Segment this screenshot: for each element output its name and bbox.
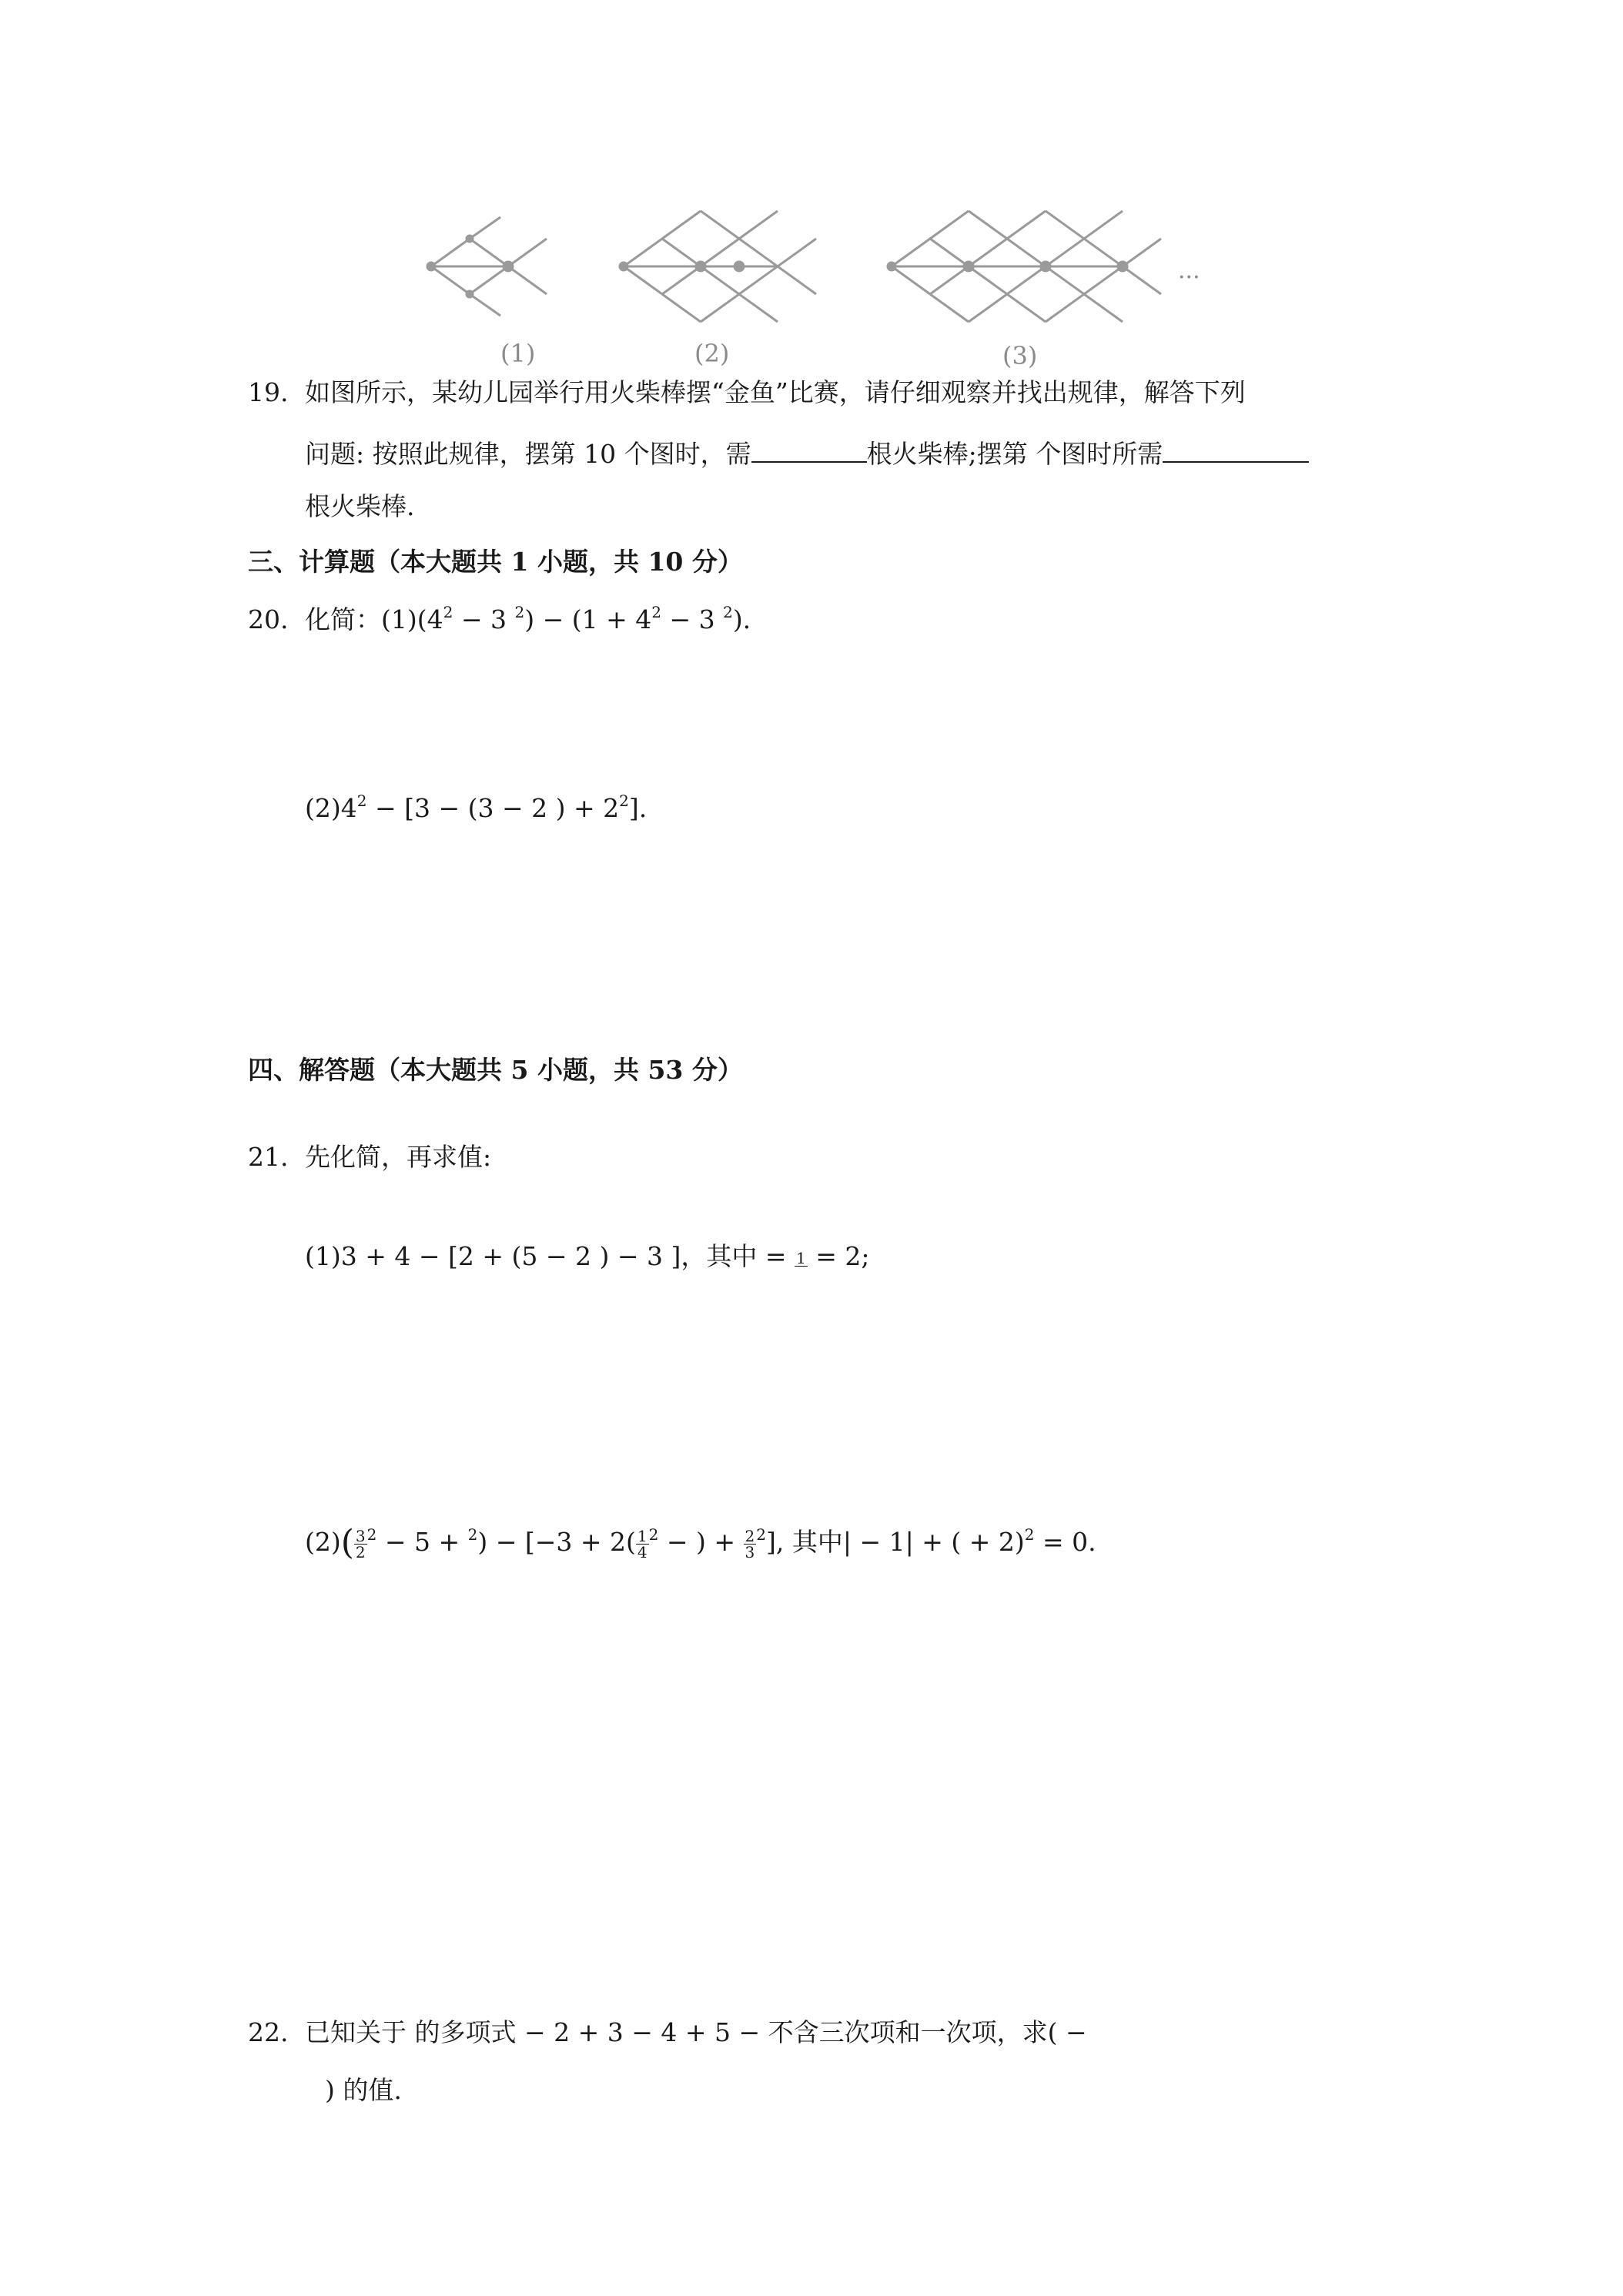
q20-p1-sup-d: 2 — [723, 603, 733, 621]
q19-line-1: 如图所示，某幼儿园举行用火柴棒摆“金鱼”比赛，请仔细观察并找出规律，解答下列 — [305, 377, 1246, 407]
q20-p1-a: 化简：(1)(4 — [305, 604, 443, 634]
q20-part-1 — [305, 604, 751, 638]
caption-1: (1) — [500, 339, 536, 368]
q19-line-3: 根火柴棒. — [305, 491, 415, 521]
matchstick-fish-3 — [888, 211, 1161, 322]
q21-p2-a: (2) — [305, 1527, 341, 1557]
q21-p2-sup-c: 2 — [648, 1525, 659, 1544]
q20-p1-b: − 3 — [453, 604, 515, 634]
section-4-title — [248, 1055, 743, 1086]
section-4-count: 5 — [510, 1055, 529, 1085]
q19-blank-1[interactable] — [751, 435, 867, 463]
q21-intro: 先化简，再求值: — [305, 1142, 492, 1172]
q20-part-2 — [305, 793, 647, 827]
section-4-score: 53 — [648, 1055, 684, 1085]
section-4-title-mid: 小题，共 — [528, 1055, 648, 1085]
q19-line-2a: 问题: 按照此规律，摆第 10 个图时，需 — [305, 439, 751, 469]
matchstick-fish-1 — [427, 217, 547, 316]
q21-p2-sup-b: 2 — [467, 1525, 478, 1544]
q20-p1-e: ). — [732, 604, 751, 634]
q20-p1-sup-a: 2 — [443, 603, 453, 621]
q21-p2-d: − ) + — [658, 1527, 744, 1557]
q21-p2-paren-open: ( — [340, 1523, 354, 1562]
q21-part-2 — [305, 1525, 1096, 1561]
caption-2: (2) — [694, 339, 730, 368]
q20-p1-c: ) − (1 + 4 — [524, 604, 652, 634]
matchstick-fish-2 — [620, 211, 816, 322]
q21-p2-b: − 5 + — [376, 1527, 468, 1557]
q22-line-1: 已知关于 的多项式 − 2 + 3 − 4 + 5 − 不含三次项和一次项，求( − — [305, 2017, 1087, 2047]
q21-p2-frac3-den: 3 — [745, 1542, 755, 1561]
matchstick-figure — [416, 208, 1224, 346]
q20-p2-c: ]. — [628, 793, 648, 823]
q21-p2-sup-e: 2 — [1024, 1525, 1035, 1544]
q20-number: 20. — [248, 604, 289, 634]
q20-p2-b: − [3 − (3 − 2 ) + 2 — [366, 793, 620, 823]
section-4-title-pre: 四、解答题（本大题共 — [248, 1055, 511, 1085]
q21-p1-frac-num: 1 — [795, 1248, 806, 1267]
q20-p1-sup-c: 2 — [651, 603, 661, 621]
q19-line-2 — [305, 435, 1309, 470]
caption-3: (3) — [1002, 341, 1038, 370]
q20-p2-sup-a: 2 — [356, 792, 367, 810]
q19-line-2b: 根火柴棒;摆第 个图时所需 — [866, 439, 1163, 469]
q20-p2-sup-b: 2 — [619, 792, 629, 810]
section-3-score: 10 — [648, 547, 684, 577]
figure-ellipsis: ··· — [1178, 264, 1200, 291]
q21-p2-c: ) − [−3 + 2( — [477, 1527, 636, 1557]
q21-p2-sup-d: 2 — [756, 1525, 766, 1544]
q20-p1-d: − 3 — [661, 604, 724, 634]
q20-p1-sup-b: 2 — [514, 603, 525, 621]
q21-p2-frac2-num: 1 — [637, 1526, 648, 1545]
q21-part-1 — [305, 1241, 869, 1272]
q21-p2-fraction-1 — [354, 1528, 367, 1560]
q21-number: 21. — [248, 1142, 289, 1172]
q21-p2-e: ], 其中| − 1| + ( + 2) — [766, 1527, 1025, 1557]
q19-blank-2[interactable] — [1163, 435, 1309, 463]
q21-p1-a: (1)3 + 4 − [2 + (5 − 2 ) − 3 ]，其中 = — [305, 1241, 795, 1271]
q21-p2-frac1-num: 3 — [355, 1526, 366, 1545]
q21-p2-fraction-3 — [744, 1528, 757, 1560]
q22-number: 22. — [248, 2017, 289, 2047]
q20-p2-a: (2)4 — [305, 793, 357, 823]
section-3-title — [248, 547, 743, 577]
q21-p2-sup-a: 2 — [366, 1525, 377, 1544]
section-3-title-mid: 小题，共 — [528, 547, 648, 577]
q21-p2-fraction-2 — [636, 1528, 649, 1560]
q21-p2-frac2-den: 4 — [637, 1542, 648, 1561]
section-3-title-post: 分） — [683, 547, 743, 577]
q19-number: 19. — [248, 377, 289, 407]
section-3-title-pre: 三、计算题（本大题共 — [248, 547, 511, 577]
q21-p1-b: = 2; — [807, 1241, 870, 1271]
section-3-count: 1 — [510, 547, 529, 577]
q22-line-2: ) 的值. — [325, 2075, 402, 2105]
section-4-title-post: 分） — [683, 1055, 743, 1085]
q21-p2-frac3-num: 2 — [745, 1526, 755, 1545]
q21-p1-fraction — [795, 1250, 808, 1267]
q21-p2-frac1-den: 2 — [355, 1542, 366, 1561]
q21-p2-f: = 0. — [1034, 1527, 1096, 1557]
